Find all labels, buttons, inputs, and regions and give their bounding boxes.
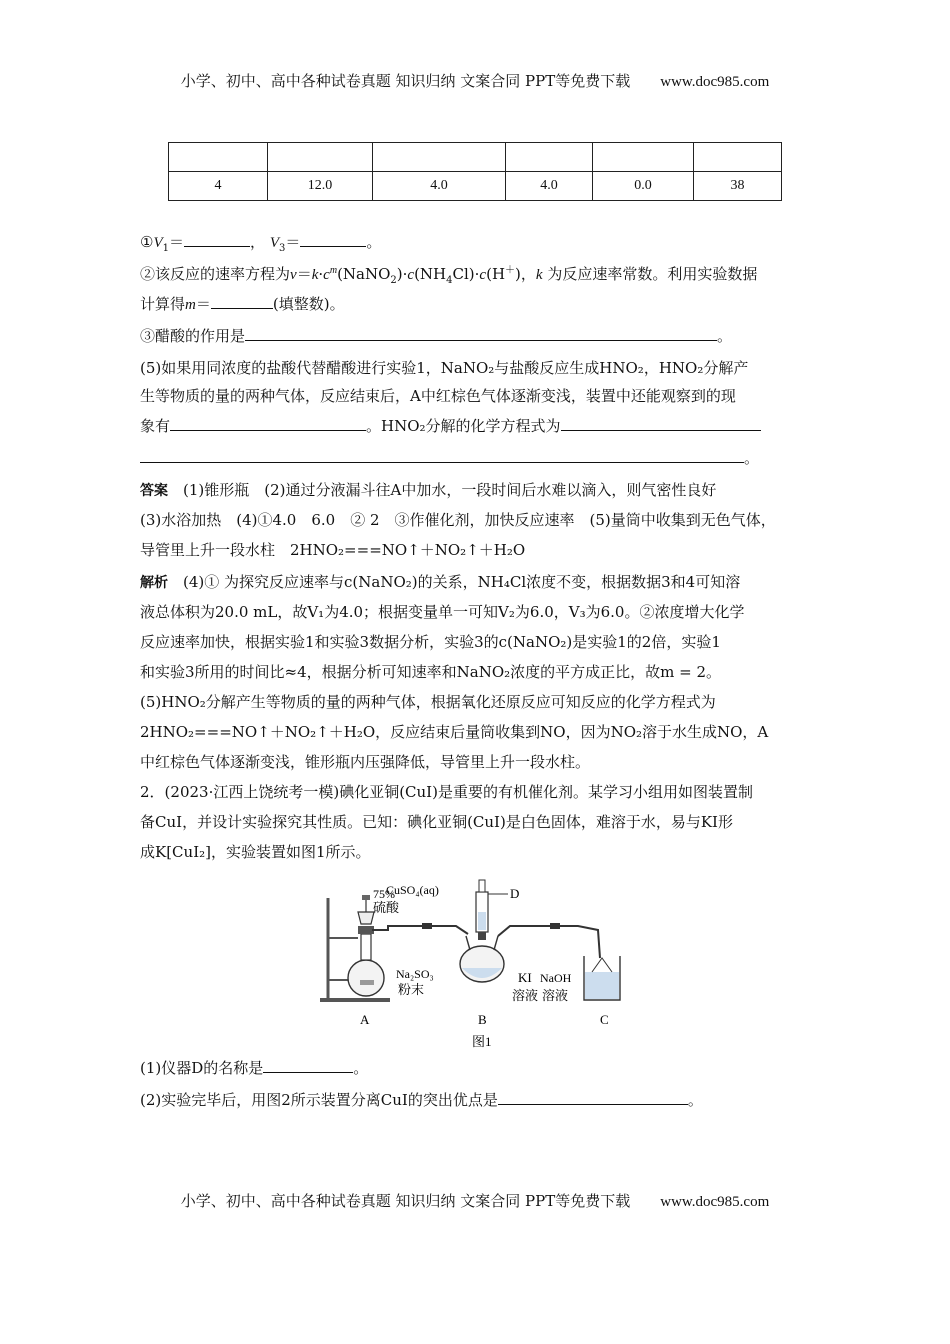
answer-blank[interactable] [300, 232, 366, 247]
q2-sub-1: (1)仪器D的名称是 。 [140, 1059, 369, 1077]
round-flask-a [348, 960, 384, 996]
stand-base [320, 998, 390, 1002]
table-cell: 12.0 [268, 172, 373, 201]
header-text: 小学、初中、高中各种试卷真题 知识归纳 文案合同 PPT等免费下载 [180, 72, 631, 90]
analysis-line-5: (5)HNO₂分解产生等物质的量的两种气体，根据氧化还原反应可知反应的化学方程式为 [140, 693, 716, 711]
answer-blank[interactable] [263, 1058, 353, 1073]
svg-text:Na₂SO₃: Na₂SO₃ [396, 967, 434, 981]
table-cell: 0.0 [593, 172, 694, 201]
svg-text:粉末: 粉末 [398, 982, 425, 997]
q2-line-3: 成K[CuI₂]，实验装置如图1所示。 [140, 843, 371, 861]
analysis-line-1: 解析 (4)① 为探究反应速率与c(NaNO₂)的关系，NH₄Cl浓度不变，根据数据3和4可知溶 [140, 573, 741, 591]
table-cell: 4.0 [373, 172, 506, 201]
q4-line-4: ③醋酸的作用是 。 [140, 327, 733, 345]
svg-text:溶液: 溶液 [512, 988, 539, 1003]
analysis-line-3: 反应速率加快，根据实验1和实验3数据分析，实验3的c(NaNO₂)是实验1的2倍，实验1 [140, 633, 721, 651]
analysis-label: 解析 [140, 575, 168, 591]
q4-line-1: $①V_1=$ ， $V_3=$ 。 [140, 233, 382, 254]
q2-line-1: 2．(2023·江西上饶统考一模)碘化亚铜(CuI)是重要的有机催化剂。某学习小组用如图装置制 [140, 783, 753, 801]
svg-text:硫酸: 硫酸 [373, 900, 400, 915]
answer-line-2: (3)水浴加热 (4)①4.0 6.0 ② 2 ③作催化剂，加快反应速率 (5)量筒中收集到无色气体， [140, 511, 776, 529]
page-footer [0, 1190, 950, 1211]
dropping-funnel [358, 912, 374, 924]
svg-text:D: D [510, 886, 520, 901]
q5-line-4: 。 [140, 448, 812, 468]
answer-blank[interactable] [184, 232, 250, 247]
analysis-line-2: 液总体积为20.0 mL，故V₁为4.0；根据变量单一可知V₂为6.0，V₃为6.0。②浓度增大化学 [140, 603, 745, 621]
answer-blank[interactable] [211, 294, 273, 309]
svg-text:NaOH: NaOH [540, 971, 572, 985]
answer-label: 答案 [140, 483, 168, 499]
q2-sub-2: (2)实验完毕后，用图2所示装置分离CuI的突出优点是 。 [140, 1091, 703, 1109]
answer-blank[interactable] [498, 1090, 688, 1105]
data-table [168, 142, 782, 201]
answer-blank[interactable] [561, 416, 761, 431]
svg-text:CuSO₄(aq): CuSO₄(aq) [386, 883, 439, 897]
svg-text:A: A [360, 1012, 370, 1027]
svg-text:75%: 75% [373, 887, 395, 901]
header-site: www.doc985.com [660, 74, 770, 90]
table-row [169, 143, 782, 172]
svg-text:C: C [600, 1012, 609, 1027]
apparatus-figure [318, 868, 638, 1053]
answer-blank[interactable] [170, 416, 366, 431]
answer-blank[interactable] [140, 448, 744, 463]
table-cell: 38 [694, 172, 782, 201]
answer-line-3: 导管里上升一段水柱 2HNO₂===NO↑＋NO₂↑＋H₂O [140, 541, 526, 559]
q4-line-3: 计算得m＝ (填整数)。 [140, 295, 345, 313]
table-row [169, 172, 782, 201]
analysis-line-7: 中红棕色气体逐渐变浅，锥形瓶内压强降低，导管里上升一段水柱。 [140, 753, 591, 771]
q5-line-2: 生等物质的量的两种气体，反应结束后，A中红棕色气体逐渐变浅，装置中还能观察到的现 [140, 387, 736, 405]
q4-line-2: ②该反应的速率方程为$v=k\cdot c^m(NaNO_2)\cdot c(NH_4Cl)\cdot c(H^+)$，k 为反应速率常数。利用实验数据 [140, 265, 758, 286]
page-header [0, 70, 950, 91]
table-cell: 4.0 [506, 172, 593, 201]
q5-line-3: 象有 。HNO₂分解的化学方程式为 [140, 416, 812, 436]
analysis-line-6: 2HNO₂===NO↑＋NO₂↑＋H₂O，反应结束后量筒收集到NO，因为NO₂溶于水生成NO，A [140, 723, 769, 741]
q2-line-2: 备CuI，并设计实验探究其性质。已知：碘化亚铜(CuI)是白色固体，难溶于水，易与KI形 [140, 813, 733, 831]
answer-blank[interactable] [245, 326, 717, 341]
answer-line-1: 答案 (1)锥形瓶 (2)通过分液漏斗往A中加水，一段时间后水难以滴入，则气密性良好 [140, 481, 717, 499]
q5-line-1: (5)如果用同浓度的盐酸代替醋酸进行实验1，NaNO₂与盐酸反应生成HNO₂，HNO₂分解产 [140, 359, 749, 377]
svg-text:KI: KI [518, 970, 532, 985]
analysis-line-4: 和实验3所用的时间比≈4，根据分析可知速率和NaNO₂浓度的平方成正比，故m = 2。 [140, 663, 722, 681]
footer-site: www.doc985.com [660, 1194, 770, 1210]
svg-text:B: B [478, 1012, 487, 1027]
svg-text:溶液: 溶液 [542, 988, 569, 1003]
table-cell: 4 [169, 172, 268, 201]
figure-caption: 图1 [472, 1034, 492, 1049]
footer-text: 小学、初中、高中各种试卷真题 知识归纳 文案合同 PPT等免费下载 [180, 1192, 631, 1210]
